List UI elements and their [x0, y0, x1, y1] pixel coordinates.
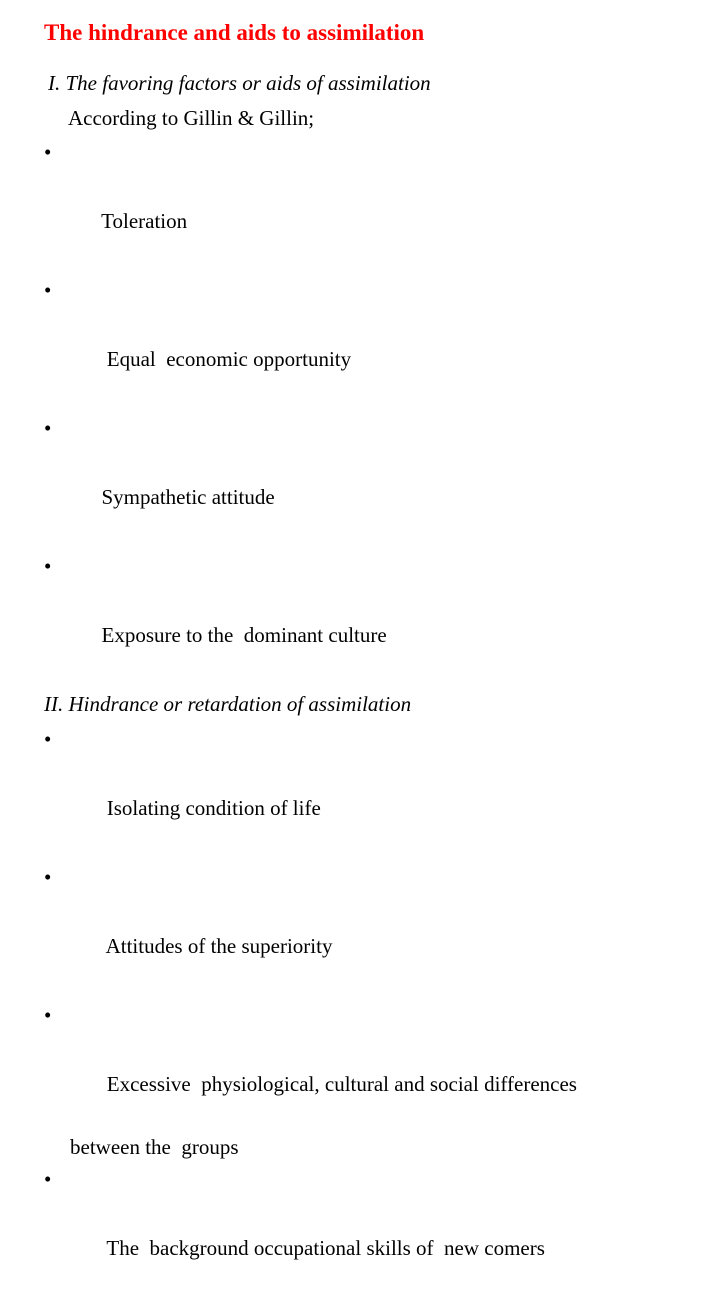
- section-2-heading: II. Hindrance or retardation of assimilation: [44, 692, 412, 716]
- list-item-text: Excessive physiological, cultural and social differences: [101, 1071, 577, 1096]
- section-1-heading: I. The favoring factors or aids of assimilation: [48, 71, 431, 95]
- list-item-text: Attitudes of the superiority: [101, 933, 333, 958]
- list-item-text: Toleration: [101, 209, 188, 233]
- bullet-icon: •: [44, 554, 52, 578]
- bullet-icon: •: [44, 140, 52, 164]
- bullet-icon: •: [44, 1166, 52, 1191]
- bullet-icon: •: [44, 278, 52, 302]
- list-item-text: Sympathetic attitude: [101, 485, 275, 509]
- list-item-text: Equal economic opportunity: [101, 347, 352, 371]
- bullet-icon: •: [44, 1002, 52, 1027]
- list-item: [44, 1162, 704, 1300]
- list-item: [44, 998, 704, 1136]
- list-item-text: The background occupational skills of new comers: [101, 1235, 545, 1260]
- slide-content: [44, 66, 704, 1300]
- list-item: [44, 411, 704, 549]
- list-item-continuation: between the groups: [70, 1134, 239, 1159]
- bullet-icon: •: [44, 416, 52, 440]
- list-item: [44, 860, 704, 998]
- bullet-icon: •: [44, 726, 52, 751]
- slide-title: The hindrance and aids to assimilation: [44, 20, 425, 45]
- list-item: [44, 135, 704, 273]
- list-item: [44, 273, 704, 411]
- list-item-text: Isolating condition of life: [101, 795, 321, 820]
- list-item-text: Exposure to the dominant culture: [101, 623, 387, 647]
- section-1-subheading: According to Gillin & Gillin;: [68, 105, 315, 130]
- list-item: [44, 722, 704, 860]
- list-item: [44, 549, 704, 687]
- bullet-icon: •: [44, 864, 52, 889]
